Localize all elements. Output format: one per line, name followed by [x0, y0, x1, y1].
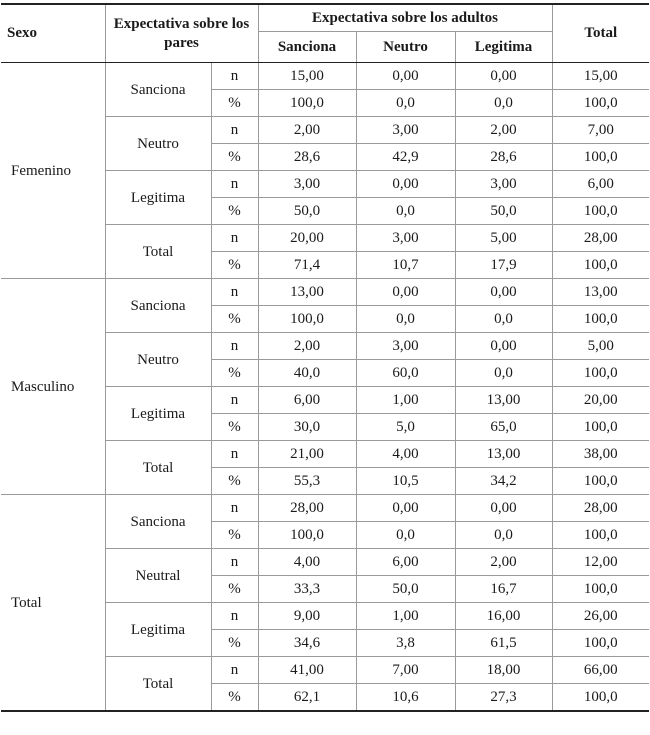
value-cell: 62,1 [258, 684, 356, 712]
value-cell: 100,0 [258, 522, 356, 549]
value-cell: 13,00 [455, 387, 552, 414]
unit-cell: % [211, 414, 258, 441]
expectativa-pares-cell: Total [105, 657, 211, 712]
expectativa-pares-cell: Legitima [105, 603, 211, 657]
unit-cell: n [211, 495, 258, 522]
value-cell: 0,0 [356, 90, 455, 117]
value-cell: 100,0 [552, 576, 649, 603]
sexo-cell: Total [1, 495, 105, 712]
value-cell: 5,00 [552, 333, 649, 360]
value-cell: 34,2 [455, 468, 552, 495]
value-cell: 4,00 [356, 441, 455, 468]
value-cell: 0,0 [356, 522, 455, 549]
unit-cell: n [211, 225, 258, 252]
value-cell: 16,00 [455, 603, 552, 630]
value-cell: 26,00 [552, 603, 649, 630]
expectativa-pares-cell: Legitima [105, 387, 211, 441]
value-cell: 28,6 [258, 144, 356, 171]
header-sanciona: Sanciona [258, 32, 356, 63]
value-cell: 15,00 [258, 63, 356, 90]
value-cell: 21,00 [258, 441, 356, 468]
value-cell: 40,0 [258, 360, 356, 387]
value-cell: 28,00 [258, 495, 356, 522]
unit-cell: % [211, 468, 258, 495]
value-cell: 100,0 [552, 252, 649, 279]
value-cell: 18,00 [455, 657, 552, 684]
value-cell: 2,00 [455, 549, 552, 576]
value-cell: 17,9 [455, 252, 552, 279]
table-header [1, 4, 649, 63]
value-cell: 0,00 [455, 495, 552, 522]
value-cell: 0,0 [356, 306, 455, 333]
header-legitima: Legitima [455, 32, 552, 63]
value-cell: 100,0 [552, 360, 649, 387]
value-cell: 100,0 [552, 684, 649, 712]
value-cell: 15,00 [552, 63, 649, 90]
expectativa-pares-cell: Legitima [105, 171, 211, 225]
value-cell: 34,6 [258, 630, 356, 657]
value-cell: 41,00 [258, 657, 356, 684]
expectativa-pares-cell: Neutral [105, 549, 211, 603]
value-cell: 71,4 [258, 252, 356, 279]
expectativa-pares-cell: Sanciona [105, 63, 211, 117]
value-cell: 1,00 [356, 387, 455, 414]
unit-cell: n [211, 387, 258, 414]
value-cell: 38,00 [552, 441, 649, 468]
table-row [1, 279, 649, 306]
value-cell: 7,00 [356, 657, 455, 684]
unit-cell: % [211, 360, 258, 387]
value-cell: 33,3 [258, 576, 356, 603]
value-cell: 28,00 [552, 495, 649, 522]
value-cell: 66,00 [552, 657, 649, 684]
value-cell: 3,00 [455, 171, 552, 198]
unit-cell: % [211, 684, 258, 712]
value-cell: 12,00 [552, 549, 649, 576]
value-cell: 100,0 [552, 468, 649, 495]
expectativa-pares-cell: Total [105, 441, 211, 495]
value-cell: 100,0 [258, 306, 356, 333]
value-cell: 3,00 [356, 225, 455, 252]
value-cell: 27,3 [455, 684, 552, 712]
value-cell: 0,00 [356, 63, 455, 90]
unit-cell: % [211, 252, 258, 279]
value-cell: 3,8 [356, 630, 455, 657]
value-cell: 0,00 [356, 279, 455, 306]
value-cell: 0,00 [455, 279, 552, 306]
value-cell: 0,00 [455, 333, 552, 360]
value-cell: 6,00 [258, 387, 356, 414]
value-cell: 0,0 [455, 360, 552, 387]
value-cell: 30,0 [258, 414, 356, 441]
unit-cell: n [211, 63, 258, 90]
value-cell: 28,6 [455, 144, 552, 171]
unit-cell: n [211, 279, 258, 306]
value-cell: 50,0 [356, 576, 455, 603]
unit-cell: % [211, 630, 258, 657]
value-cell: 2,00 [455, 117, 552, 144]
value-cell: 65,0 [455, 414, 552, 441]
value-cell: 0,0 [455, 522, 552, 549]
header-neutro: Neutro [356, 32, 455, 63]
value-cell: 6,00 [356, 549, 455, 576]
value-cell: 0,0 [455, 90, 552, 117]
unit-cell: n [211, 603, 258, 630]
value-cell: 100,0 [552, 414, 649, 441]
value-cell: 13,00 [552, 279, 649, 306]
value-cell: 28,00 [552, 225, 649, 252]
value-cell: 4,00 [258, 549, 356, 576]
value-cell: 20,00 [552, 387, 649, 414]
expectativa-pares-cell: Neutro [105, 333, 211, 387]
value-cell: 5,00 [455, 225, 552, 252]
header-sexo: Sexo [1, 4, 105, 63]
value-cell: 50,0 [455, 198, 552, 225]
value-cell: 100,0 [552, 198, 649, 225]
value-cell: 0,00 [356, 171, 455, 198]
expectativa-pares-cell: Neutro [105, 117, 211, 171]
expectativa-pares-cell: Sanciona [105, 279, 211, 333]
value-cell: 13,00 [258, 279, 356, 306]
value-cell: 20,00 [258, 225, 356, 252]
value-cell: 55,3 [258, 468, 356, 495]
value-cell: 10,7 [356, 252, 455, 279]
unit-cell: n [211, 441, 258, 468]
value-cell: 7,00 [552, 117, 649, 144]
header-expectativa-pares: Expectativa sobre los pares [105, 4, 258, 63]
sexo-cell: Masculino [1, 279, 105, 495]
unit-cell: n [211, 171, 258, 198]
value-cell: 100,0 [552, 522, 649, 549]
value-cell: 100,0 [552, 144, 649, 171]
value-cell: 9,00 [258, 603, 356, 630]
sexo-cell: Femenino [1, 63, 105, 279]
unit-cell: % [211, 144, 258, 171]
value-cell: 3,00 [356, 117, 455, 144]
value-cell: 3,00 [356, 333, 455, 360]
crosstab-table [1, 3, 649, 712]
table-row [1, 495, 649, 522]
unit-cell: n [211, 549, 258, 576]
table-body [1, 63, 649, 712]
expectativa-pares-cell: Sanciona [105, 495, 211, 549]
value-cell: 2,00 [258, 333, 356, 360]
value-cell: 6,00 [552, 171, 649, 198]
unit-cell: n [211, 333, 258, 360]
value-cell: 50,0 [258, 198, 356, 225]
expectativa-pares-cell: Total [105, 225, 211, 279]
value-cell: 100,0 [552, 306, 649, 333]
unit-cell: % [211, 306, 258, 333]
value-cell: 3,00 [258, 171, 356, 198]
value-cell: 2,00 [258, 117, 356, 144]
value-cell: 60,0 [356, 360, 455, 387]
value-cell: 0,00 [455, 63, 552, 90]
value-cell: 0,0 [356, 198, 455, 225]
value-cell: 61,5 [455, 630, 552, 657]
header-expectativa-adultos: Expectativa sobre los adultos [258, 4, 552, 32]
value-cell: 10,5 [356, 468, 455, 495]
value-cell: 5,0 [356, 414, 455, 441]
value-cell: 13,00 [455, 441, 552, 468]
unit-cell: % [211, 198, 258, 225]
value-cell: 42,9 [356, 144, 455, 171]
header-total: Total [552, 4, 649, 63]
value-cell: 0,00 [356, 495, 455, 522]
unit-cell: n [211, 117, 258, 144]
value-cell: 1,00 [356, 603, 455, 630]
unit-cell: % [211, 90, 258, 117]
value-cell: 100,0 [552, 630, 649, 657]
value-cell: 0,0 [455, 306, 552, 333]
unit-cell: n [211, 657, 258, 684]
unit-cell: % [211, 576, 258, 603]
value-cell: 100,0 [552, 90, 649, 117]
unit-cell: % [211, 522, 258, 549]
value-cell: 16,7 [455, 576, 552, 603]
table-row [1, 63, 649, 90]
value-cell: 100,0 [258, 90, 356, 117]
value-cell: 10,6 [356, 684, 455, 712]
